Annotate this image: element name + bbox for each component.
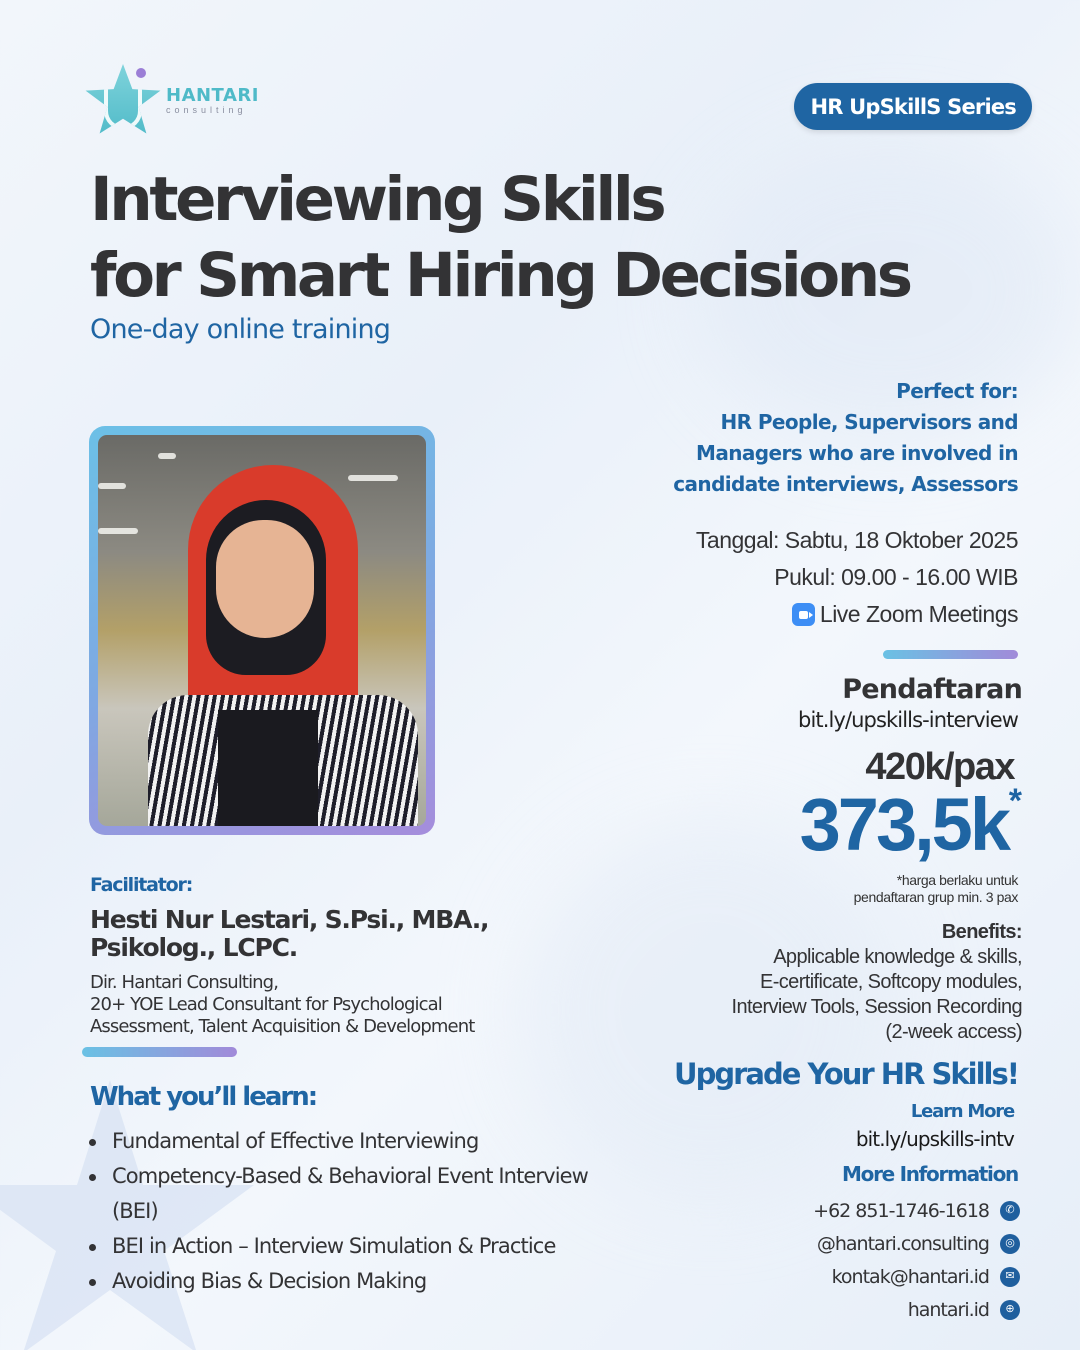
instagram-icon: ◎ (1000, 1234, 1020, 1254)
facilitator-photo-frame (89, 426, 435, 835)
cta-headline: Upgrade Your HR Skills! (674, 1057, 1018, 1091)
curriculum-list (88, 1124, 608, 1299)
title-line-1: Interviewing Skills (90, 164, 664, 235)
facilitator-name (90, 906, 488, 962)
group-price: 373,5k (799, 783, 1008, 866)
contact-list (813, 1194, 1020, 1326)
curriculum-item: Competency-Based & Behavioral Event Interview (BEI) (88, 1159, 608, 1229)
curriculum-heading: What you’ll learn: (90, 1082, 317, 1112)
curriculum-item: BEI in Action – Interview Simulation & Practice (88, 1229, 608, 1264)
benefit-line: E-certificate, Softcopy modules, (759, 971, 1022, 993)
facilitator-desc-line: 20+ YOE Lead Consultant for Psychological (90, 994, 442, 1015)
audience-line: Managers who are involved in (696, 441, 1018, 465)
divider-bar (883, 650, 1018, 659)
brand-name: HANTARI (166, 85, 259, 106)
contact-text: +62 851-1746-1618 (813, 1199, 989, 1222)
regular-price: 420k/pax (865, 746, 1014, 788)
facilitator-desc-line: Dir. Hantari Consulting, (90, 972, 279, 993)
event-platform: Live Zoom Meetings (819, 601, 1018, 627)
contact-text: @hantari.consulting (816, 1232, 989, 1255)
more-info-label: More Information (842, 1162, 1018, 1186)
contact-email[interactable] (813, 1260, 1020, 1293)
audience-line: HR People, Supervisors and (720, 410, 1018, 434)
registration-link[interactable]: bit.ly/upskills-interview (798, 708, 1018, 732)
learn-more-label: Learn More (910, 1101, 1014, 1122)
facilitator-desc-line: Assessment, Talent Acquisition & Development (90, 1016, 475, 1037)
flower-icon (136, 68, 146, 78)
title-line-2: for Smart Hiring Decisions (90, 240, 910, 311)
learn-more-link[interactable]: bit.ly/upskills-intv (855, 1127, 1014, 1151)
audience-line: candidate interviews, Assessors (673, 472, 1018, 496)
benefit-line: Interview Tools, Session Recording (731, 996, 1022, 1018)
curriculum-item: Fundamental of Effective Interviewing (88, 1124, 608, 1159)
facilitator-description (90, 972, 474, 1038)
target-audience (673, 376, 1018, 500)
facilitator-name-line: Psikolog., LCPC. (90, 933, 298, 962)
facilitator-name-line: Hesti Nur Lestari, S.Psi., MBA., (90, 905, 489, 934)
curriculum-item: Avoiding Bias & Decision Making (88, 1264, 608, 1299)
benefits-section (732, 920, 1023, 1045)
page-title (90, 162, 910, 314)
contact-website[interactable] (813, 1293, 1020, 1326)
registration-heading: Pendaftaran (842, 674, 1022, 705)
series-badge: HR UpSkillS Series (794, 83, 1032, 130)
benefits-heading: Benefits: (941, 921, 1022, 943)
benefit-line: Applicable knowledge & skills, (773, 946, 1022, 968)
event-time: Pukul: 09.00 - 16.00 WIB (774, 564, 1018, 590)
whatsapp-icon: ✆ (1000, 1201, 1020, 1221)
globe-icon: ⊕ (1000, 1300, 1020, 1320)
brand-logo (84, 64, 259, 138)
price-note (854, 872, 1018, 906)
price-asterisk: * (1008, 782, 1022, 820)
event-schedule (696, 522, 1018, 633)
contact-whatsapp[interactable] (813, 1194, 1020, 1227)
facilitator-photo (98, 435, 426, 826)
star-hands-logo-icon (84, 64, 162, 138)
audience-heading: Perfect for: (896, 379, 1018, 403)
email-icon: ✉ (1000, 1267, 1020, 1287)
divider-bar (82, 1047, 237, 1057)
event-date: Tanggal: Sabtu, 18 Oktober 2025 (695, 527, 1018, 553)
contact-text: hantari.id (907, 1298, 989, 1321)
brand-tagline: consulting (166, 105, 247, 115)
contact-text: kontak@hantari.id (831, 1265, 989, 1288)
price-note-line: *harga berlaku untuk (896, 872, 1018, 888)
subtitle: One-day online training (90, 314, 391, 345)
contact-instagram[interactable] (813, 1227, 1020, 1260)
facilitator-label: Facilitator: (90, 874, 193, 896)
price-note-line: pendaftaran grup min. 3 pax (853, 889, 1018, 905)
zoom-video-icon (792, 603, 815, 626)
benefit-line: (2-week access) (885, 1021, 1022, 1043)
